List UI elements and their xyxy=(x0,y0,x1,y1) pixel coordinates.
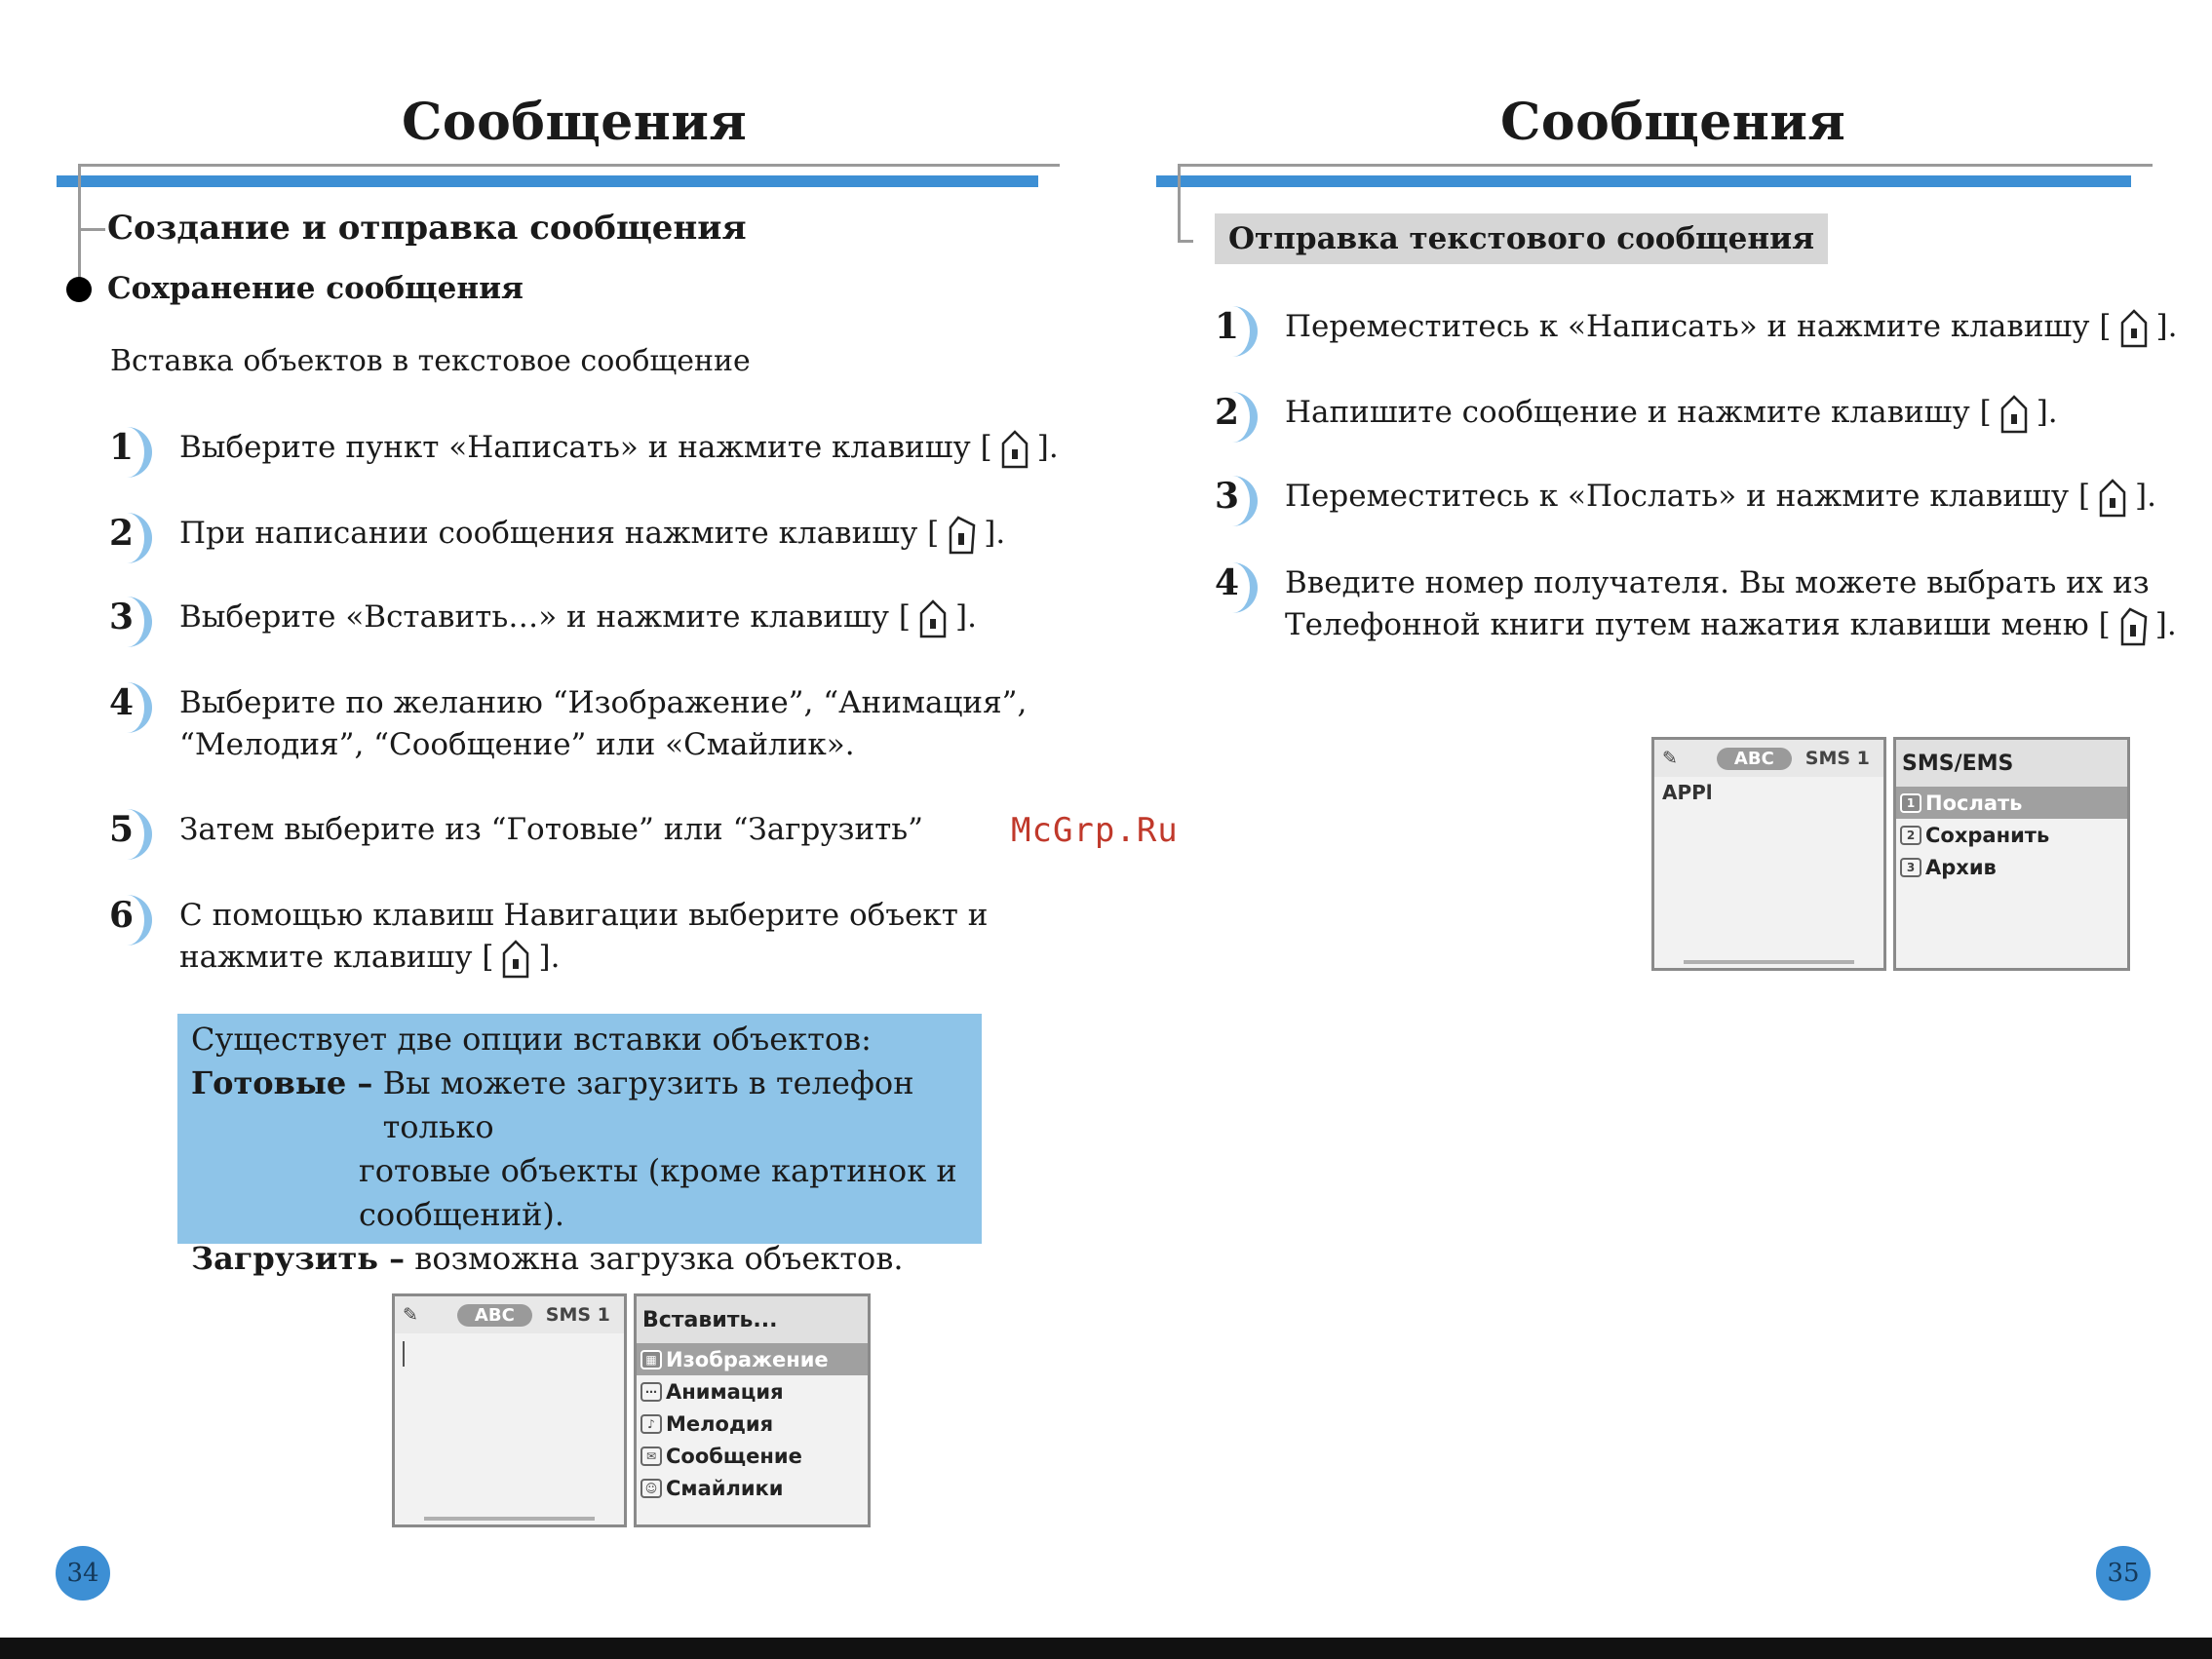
note-ready-text: Вы можете загрузить в телефон только xyxy=(382,1064,914,1145)
menu-key-icon xyxy=(2118,607,2148,646)
menu-title: Вставить... xyxy=(637,1296,868,1343)
step-6 xyxy=(109,895,988,979)
bullet-icon xyxy=(66,277,92,302)
menu-item-melody[interactable]: ♪ Мелодия xyxy=(637,1408,868,1440)
page-number: 35 xyxy=(2096,1546,2151,1601)
section-bracket xyxy=(78,164,81,290)
section-bracket xyxy=(1178,164,1181,242)
status-bar xyxy=(1654,740,1883,777)
menu-item-save[interactable]: 2 Сохранить xyxy=(1896,819,2127,851)
phone-insert-menu xyxy=(634,1293,871,1527)
smiley-icon: ☺ xyxy=(640,1479,662,1498)
step-text-end: ]. xyxy=(2155,309,2178,344)
step-text-end: ]. xyxy=(1036,430,1059,465)
title-rule xyxy=(78,164,1060,167)
step-text: Выберите «Вставить…» и нажмите клавишу [ xyxy=(179,599,911,635)
step-1 xyxy=(109,427,1059,469)
sms-counter: SMS 1 xyxy=(545,1304,610,1326)
status-bar xyxy=(395,1296,624,1333)
step-number: 4 xyxy=(1215,562,1240,603)
step-number: 5 xyxy=(109,809,135,850)
section-heading: Создание и отправка сообщения xyxy=(107,209,747,248)
number-3-icon: 3 xyxy=(1900,858,1921,877)
menu-item-animation[interactable]: ⋯ Анимация xyxy=(637,1375,868,1408)
bottom-band xyxy=(0,1638,2212,1659)
step-2 xyxy=(109,513,1005,555)
watermark-link[interactable]: McGrp.Ru xyxy=(1011,811,1179,850)
step-2 xyxy=(1215,392,2058,434)
step-text: Переместитесь к «Послать» и нажмите клавишу [ xyxy=(1285,479,2091,514)
note-load-label: Загрузить – xyxy=(191,1240,406,1277)
scrollbar-track xyxy=(424,1517,595,1521)
step-text: Выберите пункт «Написать» и нажмите клавишу [ xyxy=(179,430,992,465)
step-number: 1 xyxy=(1215,306,1240,347)
menu-title: SMS/EMS xyxy=(1896,740,2127,787)
title-accent-bar xyxy=(1156,175,2131,187)
input-mode-badge: ABC xyxy=(457,1304,532,1327)
note-ready-text-2: готовые объекты (кроме картинок и xyxy=(359,1152,957,1189)
step-3 xyxy=(109,597,977,638)
step-text-end: ]. xyxy=(2036,395,2058,430)
menu-item-image[interactable]: ▦ Изображение xyxy=(637,1343,868,1375)
ok-key-icon xyxy=(1999,395,2029,434)
step-number: 6 xyxy=(109,895,135,936)
step-number: 3 xyxy=(1215,476,1240,517)
input-mode-badge: ABC xyxy=(1717,748,1792,770)
note-icon: ♪ xyxy=(640,1414,662,1434)
number-1-icon: 1 xyxy=(1900,793,1921,813)
step-number: 3 xyxy=(109,597,135,637)
image-icon: ▦ xyxy=(640,1350,662,1370)
step-number: 1 xyxy=(109,427,135,468)
step-text: Выберите по желанию “Изображение”, “Анимация”, “Мелодия”, “Сообщение” или «Смайлик». xyxy=(179,685,1028,762)
sms-counter: SMS 1 xyxy=(1805,748,1870,769)
phone-sms-menu xyxy=(1893,737,2130,971)
info-note-box xyxy=(177,1014,982,1277)
section-bracket-stub xyxy=(78,228,105,231)
menu-key-icon xyxy=(947,516,976,555)
menu-item-smiley[interactable]: ☺ Смайлики xyxy=(637,1472,868,1504)
step-number: 4 xyxy=(109,682,135,723)
step-text: При написании сообщения нажмите клавишу [ xyxy=(179,516,940,551)
animation-icon: ⋯ xyxy=(640,1382,662,1402)
title-accent-bar xyxy=(57,175,1038,187)
ok-key-icon xyxy=(501,940,530,979)
subsection-heading: Сохранение сообщения xyxy=(107,271,524,306)
intro-text: Вставка объектов в текстовое сообщение xyxy=(110,344,751,378)
note-intro: Существует две опции вставки объектов: xyxy=(191,1021,872,1058)
pencil-icon: ✎ xyxy=(1662,748,1678,769)
step-number: 2 xyxy=(1215,392,1240,433)
menu-item-send[interactable]: 1 Послать xyxy=(1896,787,2127,819)
step-text-end: ]. xyxy=(538,940,561,975)
phone-editor-screen xyxy=(392,1293,627,1527)
page-title: Сообщения xyxy=(1500,93,1846,152)
menu-item-message[interactable]: ✉ Сообщение xyxy=(637,1440,868,1472)
step-1 xyxy=(1215,306,2177,348)
step-text-end: ]. xyxy=(955,599,977,635)
step-4 xyxy=(109,682,1027,766)
ok-key-icon xyxy=(918,599,948,638)
section-heading: Отправка текстового сообщения xyxy=(1215,213,1828,264)
step-text: Напишите сообщение и нажмите клавишу [ xyxy=(1285,395,1992,430)
left-page xyxy=(0,0,1106,1638)
ok-key-icon xyxy=(1000,430,1029,469)
page-title: Сообщения xyxy=(402,93,748,152)
text-cursor xyxy=(403,1341,405,1367)
step-text: Затем выберите из “Готовые” или “Загрузить” xyxy=(179,812,923,847)
step-text-end: ]. xyxy=(984,516,1006,551)
title-rule xyxy=(1178,164,2153,167)
step-text-end: ]. xyxy=(2154,607,2177,642)
step-4 xyxy=(1215,562,2177,646)
section-bracket-stub xyxy=(1178,240,1193,243)
message-body-text: APPl xyxy=(1662,781,1713,804)
ok-key-icon xyxy=(2098,479,2127,518)
step-text: С помощью клавиш Навигации выберите объект и нажмите клавишу [ xyxy=(179,898,989,975)
scrollbar-track xyxy=(1684,960,1854,964)
page-number: 34 xyxy=(56,1546,110,1601)
step-text: Введите номер получателя. Вы можете выбрать их из Телефонной книги путем нажатия клавиши меню [ xyxy=(1285,565,2150,642)
number-2-icon: 2 xyxy=(1900,826,1921,845)
step-5 xyxy=(109,809,923,851)
envelope-icon: ✉ xyxy=(640,1447,662,1466)
menu-item-archive[interactable]: 3 Архив xyxy=(1896,851,2127,883)
step-text: Переместитесь к «Написать» и нажмите клавишу [ xyxy=(1285,309,2112,344)
note-load-text: возможна загрузка объектов. xyxy=(414,1240,904,1277)
step-text-end: ]. xyxy=(2135,479,2156,514)
step-number: 2 xyxy=(109,513,135,554)
pencil-icon: ✎ xyxy=(403,1304,418,1326)
phone-editor-screen xyxy=(1651,737,1886,971)
step-3 xyxy=(1215,476,2156,518)
note-ready-text-3: сообщений). xyxy=(359,1196,565,1233)
ok-key-icon xyxy=(2119,309,2149,348)
note-ready-label: Готовые – xyxy=(191,1064,373,1101)
right-page xyxy=(1106,0,2211,1638)
